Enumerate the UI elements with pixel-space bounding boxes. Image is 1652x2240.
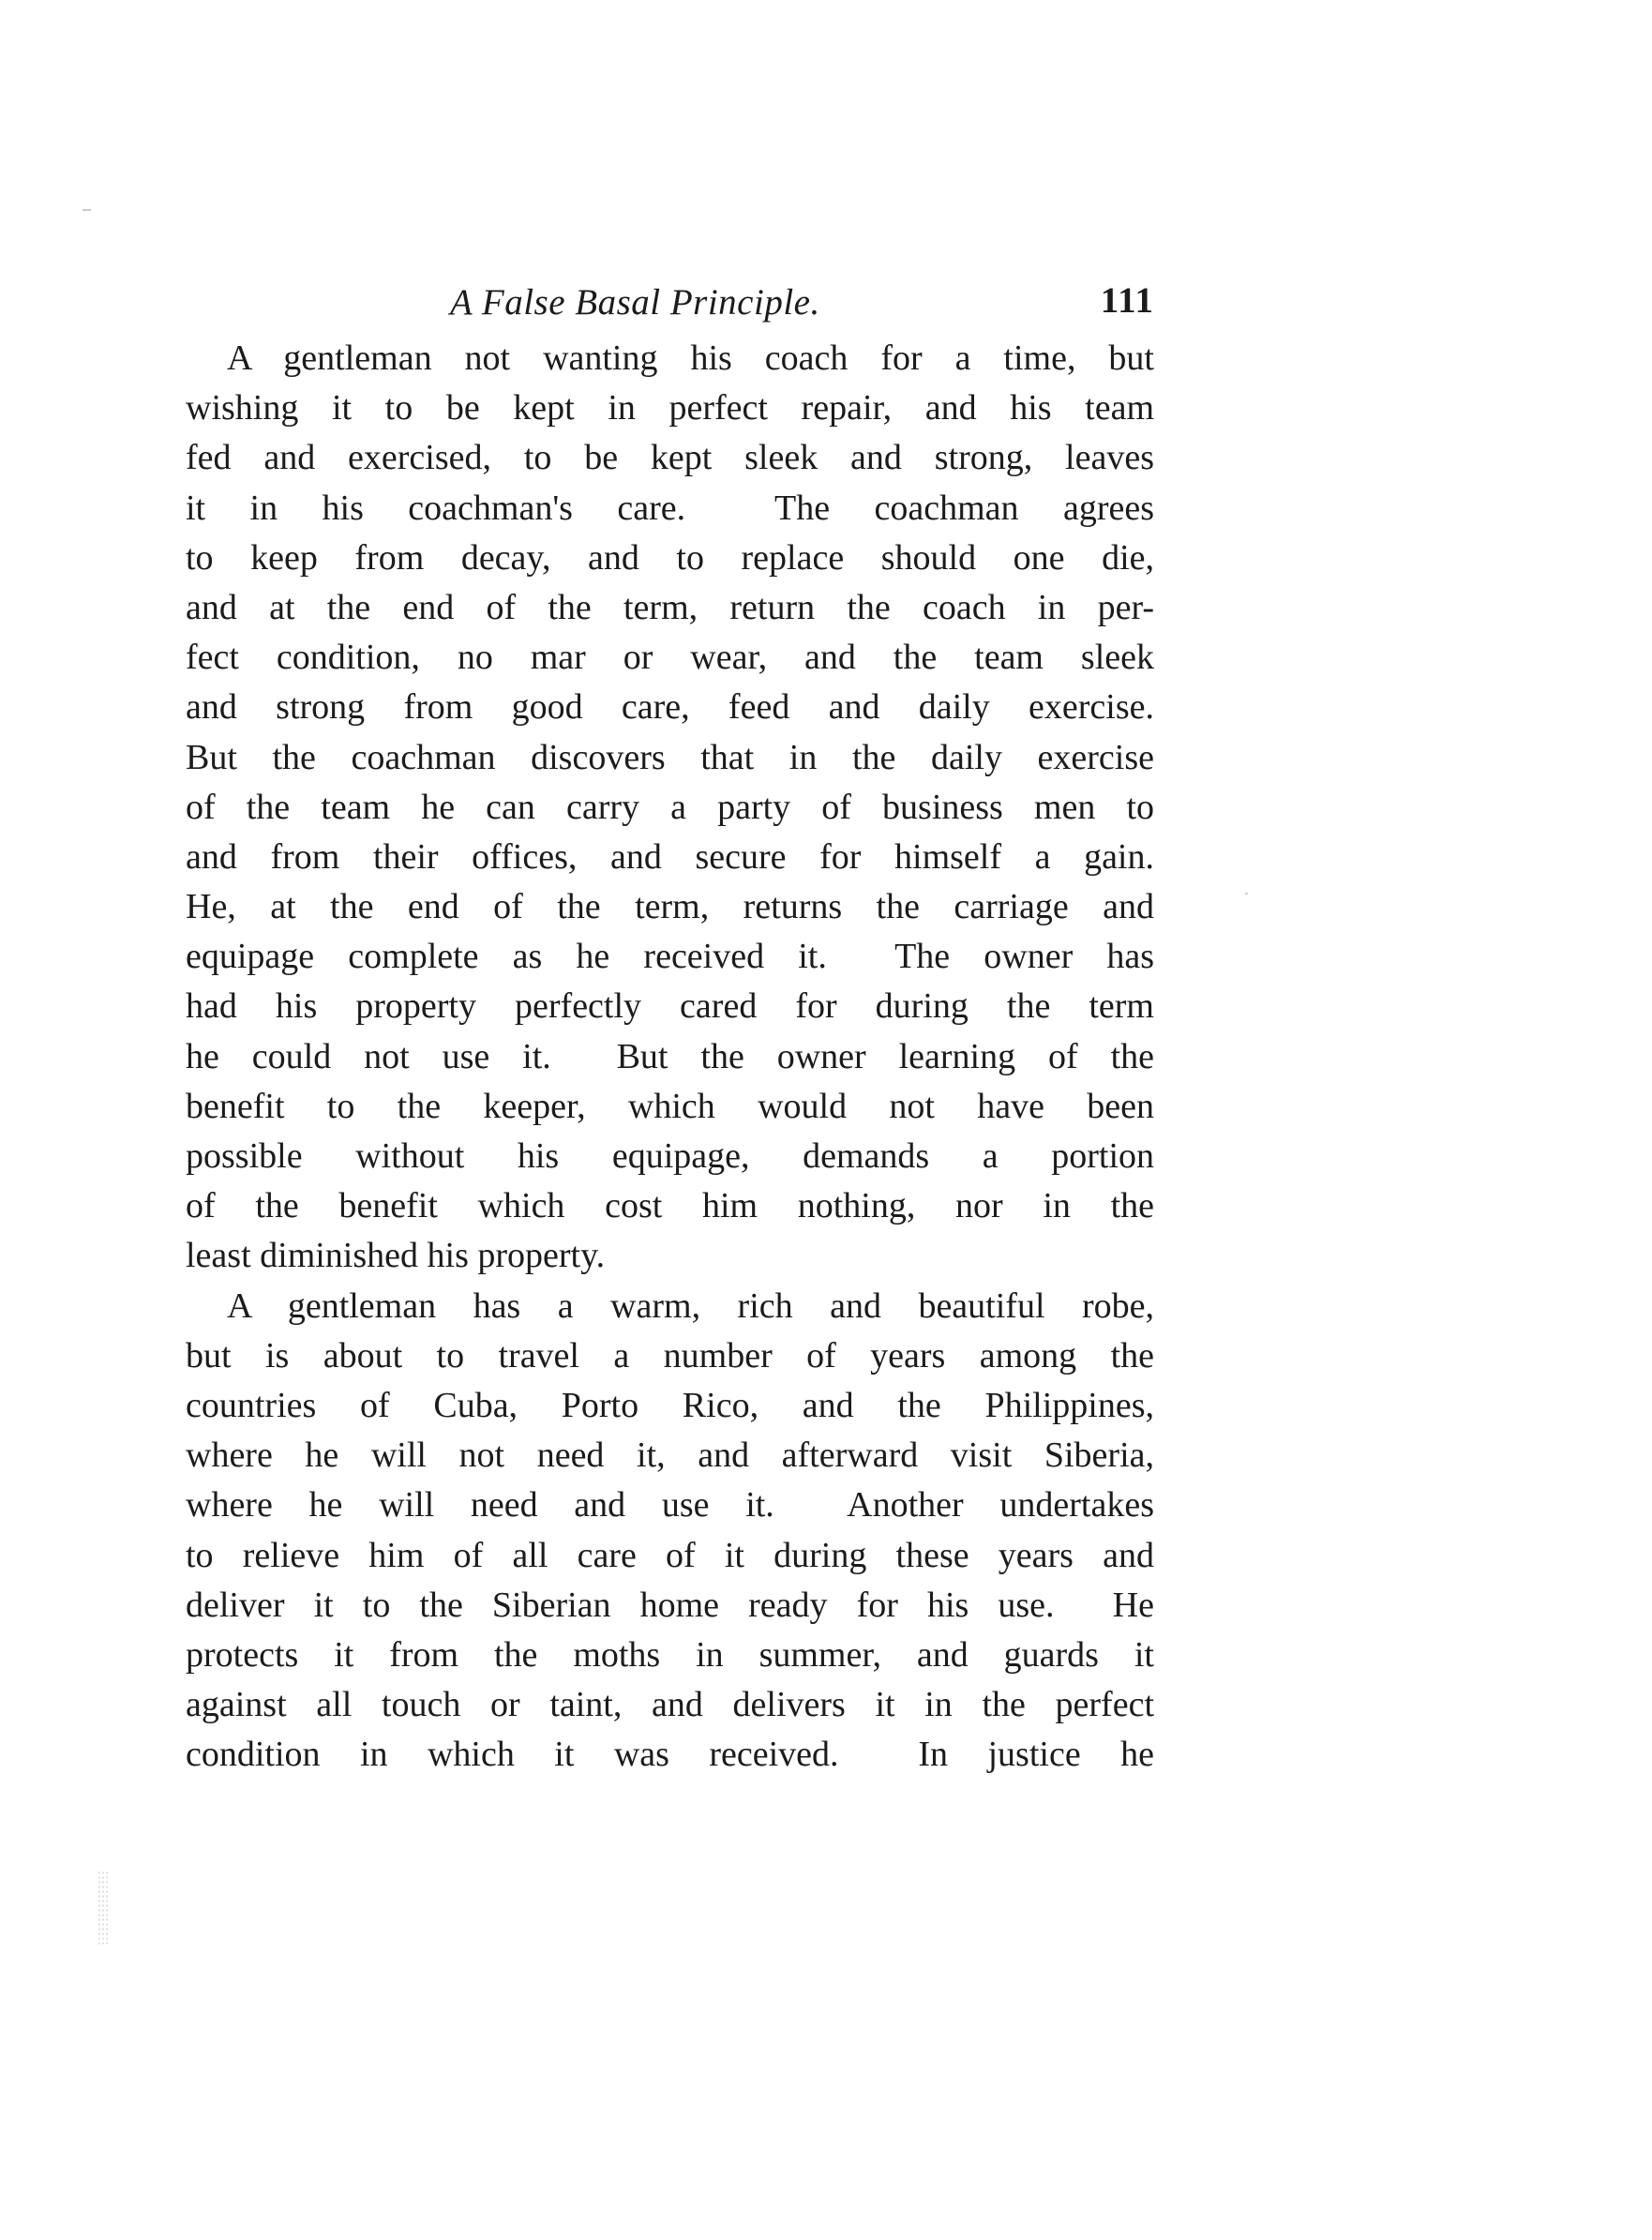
running-head <box>186 279 1154 336</box>
text-line: countries of Cuba, Porto Rico, and the Philippines, <box>186 1385 1154 1425</box>
text-line: against all touch or taint, and delivers it in the perfect <box>186 1685 1154 1725</box>
text-line: possible without his equipage, demands a portion <box>186 1136 1154 1176</box>
text-line: he could not use it. But the owner learning of the <box>186 1036 1154 1076</box>
margin-mark <box>83 209 91 211</box>
paragraph-2 <box>186 1282 1154 1781</box>
text-line: of the benefit which cost him nothing, nor in the <box>186 1186 1154 1226</box>
scan-artifact <box>98 1871 109 1946</box>
text-line: deliver it to the Siberian home ready for his use. He <box>186 1585 1154 1625</box>
text-line: it in his coachman's care. The coachman agrees <box>186 488 1154 528</box>
page-number: 111 <box>1100 280 1154 321</box>
text-line: He, at the end of the term, returns the carriage and <box>186 887 1154 927</box>
running-title: A False Basal Principle. <box>450 282 820 323</box>
text-line: A gentleman not wanting his coach for a time, but <box>227 338 1154 378</box>
text-line: to keep from decay, and to replace should one die, <box>186 537 1154 578</box>
text-line: had his property perfectly cared for during the term <box>186 986 1154 1027</box>
text-line: condition in which it was received. In justice he <box>186 1735 1154 1775</box>
text-line: and strong from good care, feed and daily exercise. <box>186 687 1154 728</box>
text-line: wishing it to be kept in perfect repair, and his team <box>186 388 1154 428</box>
text-line: A gentleman has a warm, rich and beautiful robe, <box>227 1285 1154 1326</box>
body-text <box>186 334 1154 1780</box>
text-line: fect condition, no mar or wear, and the team sleek <box>186 638 1154 678</box>
text-line: where he will need and use it. Another undertakes <box>186 1485 1154 1526</box>
text-line: where he will not need it, and afterward visit Siberia, <box>186 1436 1154 1476</box>
text-line: fed and exercised, to be kept sleek and strong, leaves <box>186 438 1154 478</box>
text-line: and at the end of the term, return the coach in per- <box>186 587 1154 627</box>
text-line: but is about to travel a number of years among the <box>186 1335 1154 1376</box>
text-line: benefit to the keeper, which would not have been <box>186 1086 1154 1126</box>
margin-speck <box>1245 893 1248 894</box>
text-line: least diminished his property. <box>186 1236 606 1276</box>
text-line: equipage complete as he received it. The owner has <box>186 937 1154 977</box>
text-line: protects it from the moths in summer, and guards it <box>186 1634 1154 1675</box>
text-line: to relieve him of all care of it during these years and <box>186 1535 1154 1575</box>
text-line: of the team he can carry a party of business men to <box>186 787 1154 827</box>
text-line: and from their offices, and secure for himself a gain. <box>186 836 1154 877</box>
text-line: But the coachman discovers that in the daily exercise <box>186 737 1154 777</box>
paragraph-1 <box>186 334 1154 1282</box>
